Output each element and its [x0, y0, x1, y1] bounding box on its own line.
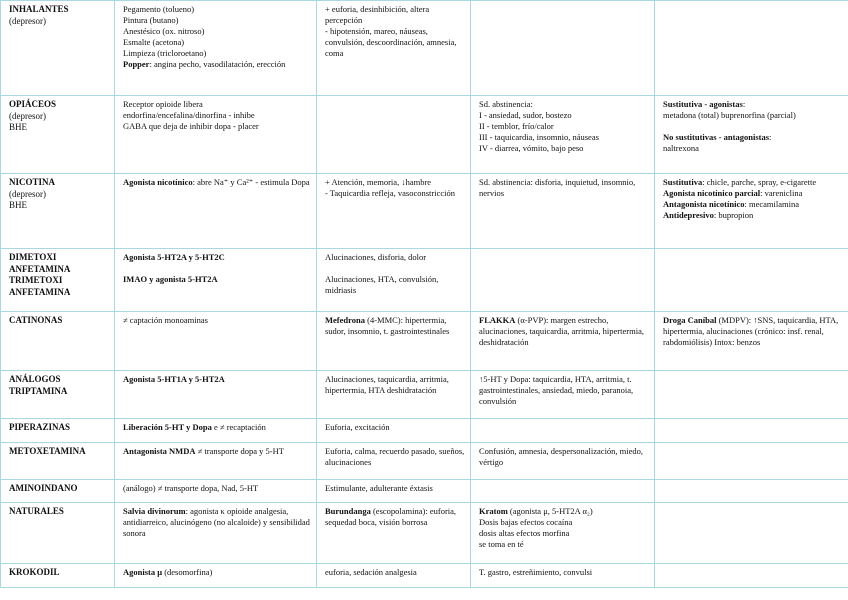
cell-text: - Taquicardia refleja, vasoconstricción	[325, 188, 455, 199]
effects-cell	[317, 312, 471, 371]
cell-line	[325, 422, 466, 433]
bold-term: Sustitutiva - agonistas	[663, 99, 743, 109]
treatment-cell	[655, 503, 848, 564]
cell-line	[479, 539, 650, 550]
effects-cell	[317, 371, 471, 419]
cell-text: Sd. abstinencia:	[479, 99, 533, 109]
cell-text: : agonista κ opioide analgesia, antidiarreico, alucinógeno (no alcaloide) y sensibilidad sonora	[123, 506, 310, 539]
cell-line	[325, 567, 466, 578]
substance-class: BHE	[9, 200, 27, 211]
cell-line	[325, 26, 466, 59]
cell-text: Receptor opioide libera	[123, 99, 203, 109]
substance-cell	[1, 312, 115, 371]
substance-cell	[1, 564, 115, 588]
bold-term: IMAO y agonista 5-HT2A	[123, 274, 218, 285]
substance-cell	[1, 480, 115, 503]
cell-line	[479, 528, 650, 539]
substance-cell	[1, 96, 115, 174]
bold-term: Antagonista NMDA	[123, 446, 196, 456]
cell-line	[325, 506, 466, 528]
mechanism-cell	[115, 96, 317, 174]
mechanism-cell	[115, 312, 317, 371]
substance-cell	[1, 419, 115, 443]
effects-cell	[317, 564, 471, 588]
substance-name: METOXETAMINA	[9, 446, 86, 456]
mechanism-cell	[115, 1, 317, 96]
cell-text: : angina pecho, vasodilatación, erección	[149, 59, 286, 70]
substance-name: INHALANTES	[9, 4, 69, 14]
adverse-cell	[471, 174, 655, 249]
cell-line	[123, 315, 312, 326]
cell-text: :	[769, 132, 772, 143]
cell-line	[123, 483, 312, 494]
adverse-cell	[471, 480, 655, 503]
adverse-cell	[471, 312, 655, 371]
cell-text: + Atención, memoria, ↓hambre	[325, 177, 432, 187]
substance-cell	[1, 371, 115, 419]
substance-name: TRIPTAMINA	[9, 385, 68, 396]
cell-text: (desomorfina)	[162, 567, 213, 577]
substance-cell	[1, 249, 115, 312]
mechanism-cell	[115, 443, 317, 480]
substance-cell	[1, 174, 115, 249]
spacer	[123, 263, 312, 274]
cell-text: I - ansiedad, sudor, bostezo	[479, 110, 572, 121]
cell-text: euforia, sedación analgesia	[325, 567, 417, 577]
cell-line	[325, 446, 466, 468]
table-row	[1, 419, 848, 443]
table-row	[1, 564, 848, 588]
cell-line	[479, 567, 650, 578]
effects-cell	[317, 249, 471, 312]
cell-line	[663, 143, 844, 154]
cell-text: e ≠ recaptación	[211, 422, 266, 432]
cell-line	[663, 110, 844, 121]
cell-text: (agonista μ, 5-HT2A α₂)	[507, 506, 593, 516]
treatment-cell	[655, 443, 848, 480]
cell-text: Pegamento (tolueno)	[123, 4, 195, 14]
cell-text: : chicle, parche, spray, e-cigarette	[702, 177, 817, 187]
cell-line	[123, 48, 312, 59]
cell-line	[325, 274, 466, 296]
cell-line	[663, 188, 844, 199]
bold-term: Burundanga	[325, 506, 371, 516]
adverse-cell	[471, 1, 655, 96]
substance-name: NICOTINA	[9, 177, 56, 187]
cell-text: Esmalte (acetona)	[123, 37, 185, 48]
adverse-cell	[471, 371, 655, 419]
treatment-cell	[655, 371, 848, 419]
substance-name: ANÁLOGOS	[9, 374, 61, 384]
substance-cell	[1, 503, 115, 564]
bold-term: FLAKKA	[479, 315, 516, 325]
treatment-cell	[655, 419, 848, 443]
cell-text: : bupropion	[713, 210, 754, 221]
cell-text: (α-PVP): margen estrecho, alucinaciones, taquicardia, arritmia, hipertermia, deshidratación	[479, 315, 644, 348]
substance-name: TRIMETOXI	[9, 275, 63, 286]
cell-line	[663, 210, 844, 221]
cell-line	[123, 4, 312, 15]
cell-text: dosis altas efectos morfina	[479, 528, 570, 539]
cell-text: Alucinaciones, taquicardia, arritmia, hipertermia, HTA deshidratación	[325, 374, 449, 396]
cell-line	[663, 315, 844, 348]
cell-line	[479, 132, 650, 143]
cell-text: ↑5-HT y Dopa: taquicardia, HTA, arritmia, t. gastrointestinales, ansiedad, miedo, paranoia, convulsión	[479, 374, 634, 407]
cell-text: Euforia, calma, recuerdo pasado, sueños, alucinaciones	[325, 446, 465, 468]
cell-text: II - temblor, frío/calor	[479, 121, 554, 132]
cell-text: Limpieza (tricloroetano)	[123, 48, 207, 59]
cell-line	[123, 110, 312, 121]
substance-class: (depresor)	[9, 188, 46, 199]
bold-term: No sustitutivas - antagonistas	[663, 132, 770, 143]
cell-line	[663, 199, 844, 210]
mechanism-cell	[115, 564, 317, 588]
cell-text: (escopolamina): euforia, sequedad boca, visión borrosa	[325, 506, 457, 528]
treatment-cell	[655, 96, 848, 174]
cell-line	[325, 188, 466, 199]
cell-text: Euforia, excitación	[325, 422, 390, 432]
bold-term: Sustitutiva	[663, 177, 703, 187]
bold-term: Agonista μ	[123, 567, 163, 577]
mechanism-cell	[115, 503, 317, 564]
cell-text: Alucinaciones, HTA, convulsión, midriasis	[325, 274, 439, 296]
cell-line	[123, 567, 312, 578]
effects-cell	[317, 503, 471, 564]
cell-line	[325, 483, 466, 494]
cell-text: se toma en té	[479, 539, 524, 550]
cell-text: : vareniclina	[760, 188, 803, 199]
cell-text: Pintura (butano)	[123, 15, 179, 26]
cell-text: naltrexona	[663, 143, 699, 154]
table-row	[1, 249, 848, 312]
table-row	[1, 371, 848, 419]
spacer	[325, 263, 466, 274]
mechanism-cell	[115, 419, 317, 443]
effects-cell	[317, 1, 471, 96]
cell-line	[479, 121, 650, 132]
cell-line	[663, 177, 844, 188]
cell-line	[325, 315, 466, 337]
adverse-cell	[471, 503, 655, 564]
cell-line	[123, 274, 312, 285]
cell-line	[479, 315, 650, 348]
table-row	[1, 443, 848, 480]
bold-term: Antidepresivo	[663, 210, 714, 221]
cell-text: + euforia, desinhibición, altera percepción	[325, 4, 430, 26]
cell-text: ≠ captación monoaminas	[123, 315, 208, 325]
cell-text: ≠ transporte dopa y 5-HT	[195, 446, 284, 456]
cell-line	[479, 374, 650, 407]
substance-class: (depresor)	[9, 110, 46, 121]
treatment-cell	[655, 1, 848, 96]
substance-class: BHE	[9, 122, 27, 133]
effects-cell	[317, 419, 471, 443]
cell-text: endorfina/encefalina/dinorfina - inhibe	[123, 110, 255, 121]
cell-text: (MDPV): ↑SNS, taquicardia, HTA, hipertermia, alucinaciones (crónico: insf. renal, rabdomiólisis) Intox: benzos	[663, 315, 839, 348]
substance-name: PIPERAZINAS	[9, 422, 71, 432]
substance-name: NATURALES	[9, 506, 64, 516]
cell-text: :	[742, 99, 746, 109]
cell-line	[123, 26, 312, 37]
bold-term: Salvia divinorum	[123, 506, 186, 516]
substance-name: ANFETAMINA	[9, 263, 71, 274]
table-row	[1, 312, 848, 371]
effects-cell	[317, 96, 471, 174]
cell-line	[123, 422, 312, 433]
spacer	[663, 121, 844, 132]
cell-line	[325, 4, 466, 26]
substance-name: KROKODIL	[9, 567, 60, 577]
cell-line	[479, 506, 650, 517]
cell-line	[123, 15, 312, 26]
cell-line	[325, 252, 466, 263]
substance-name: OPIÁCEOS	[9, 99, 57, 109]
table-row	[1, 96, 848, 174]
bold-term: Agonista nicotínico parcial	[663, 188, 761, 199]
bold-term: Droga Caníbal	[663, 315, 717, 325]
cell-text: Estimulante, adulterante éxtasis	[325, 483, 433, 493]
treatment-cell	[655, 312, 848, 371]
cell-line	[123, 99, 312, 110]
cell-line	[479, 99, 650, 110]
cell-line	[479, 143, 650, 154]
cell-line	[123, 177, 312, 188]
cell-text: III - taquicardia, insomnio, náuseas	[479, 132, 599, 143]
cell-text: Confusión, amnesia, despersonalización, miedo, vértigo	[479, 446, 644, 468]
cell-line	[123, 121, 312, 132]
cell-line	[123, 446, 312, 457]
cell-text: Anestésico (ox. nitroso)	[123, 26, 205, 37]
cell-line	[123, 506, 312, 539]
table-body	[1, 1, 848, 588]
cell-text: Sd. abstinencia: disforia, inquietud, insomnio, nervios	[479, 177, 636, 199]
table-row	[1, 480, 848, 503]
substance-cell	[1, 443, 115, 480]
adverse-cell	[471, 564, 655, 588]
cell-line	[479, 446, 650, 468]
cell-line	[123, 37, 312, 48]
cell-line	[123, 59, 312, 70]
cell-line	[479, 517, 650, 528]
mechanism-cell	[115, 480, 317, 503]
substance-name: DIMETOXI	[9, 252, 57, 262]
cell-text: IV - diarrea, vómito, bajo peso	[479, 143, 584, 154]
cell-text: GABA que deja de inhibir dopa - placer	[123, 121, 259, 132]
cell-text: (4-MMC): hipertermia, sudor, insomnio, t. gastrointestinales	[325, 315, 450, 337]
substance-class: (depresor)	[9, 15, 46, 26]
cell-text: Dosis bajas efectos cocaína	[479, 517, 573, 528]
substance-name: AMINOINDANO	[9, 483, 78, 493]
cell-line	[479, 177, 650, 199]
cell-text: metadona (total) buprenorfina (parcial)	[663, 110, 796, 121]
cell-line	[123, 252, 312, 263]
cell-text: T. gastro, estreñimiento, convulsi	[479, 567, 593, 577]
substance-name: CATINONAS	[9, 315, 63, 325]
adverse-cell	[471, 443, 655, 480]
bold-term: Mefedrona	[325, 315, 365, 325]
table-row	[1, 503, 848, 564]
cell-text: : abre Na⁺ y Ca²⁺ - estimula Dopa	[192, 177, 310, 187]
cell-line	[325, 374, 466, 396]
bold-term: Agonista nicotínico	[123, 177, 193, 187]
table-row	[1, 174, 848, 249]
cell-text: - hipotensión, mareo, náuseas, convulsión, descoordinación, amnesia, coma	[325, 26, 457, 59]
cell-line	[123, 374, 312, 385]
treatment-cell	[655, 174, 848, 249]
mechanism-cell	[115, 174, 317, 249]
mechanism-cell	[115, 249, 317, 312]
treatment-cell	[655, 480, 848, 503]
cell-line	[479, 110, 650, 121]
cell-line	[663, 99, 844, 110]
treatment-cell	[655, 564, 848, 588]
effects-cell	[317, 443, 471, 480]
cell-text: Alucinaciones, disforia, dolor	[325, 252, 427, 262]
treatment-cell	[655, 249, 848, 312]
bold-term: Liberación 5-HT y Dopa	[123, 422, 212, 432]
table-row	[1, 1, 848, 96]
cell-line	[325, 177, 466, 188]
cell-text: : mecamilamina	[744, 199, 799, 210]
bold-term: Kratom	[479, 506, 508, 516]
adverse-cell	[471, 96, 655, 174]
adverse-cell	[471, 419, 655, 443]
bold-term: Antagonista nicotínico	[663, 199, 745, 210]
substance-cell	[1, 1, 115, 96]
effects-cell	[317, 174, 471, 249]
bold-term: Agonista 5-HT2A y 5-HT2C	[123, 252, 225, 262]
bold-term: Popper	[123, 59, 150, 70]
adverse-cell	[471, 249, 655, 312]
bold-term: Agonista 5-HT1A y 5-HT2A	[123, 374, 225, 384]
mechanism-cell	[115, 371, 317, 419]
cell-line	[663, 132, 844, 143]
cell-text: (análogo) ≠ transporte dopa, Nad, 5-HT	[123, 483, 259, 493]
effects-cell	[317, 480, 471, 503]
substance-name: ANFETAMINA	[9, 287, 71, 298]
